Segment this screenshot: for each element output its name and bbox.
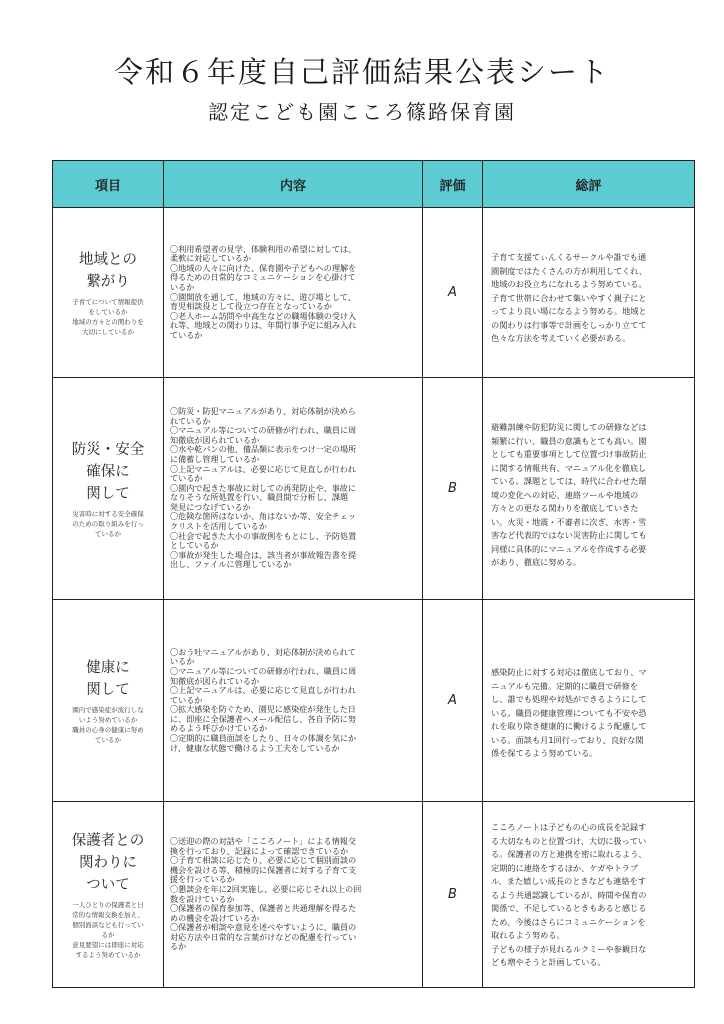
- content-line: いるか: [170, 281, 195, 292]
- content-cell: [164, 600, 423, 802]
- page-title: 令和６年度自己評価結果公表シート: [113, 55, 610, 89]
- summary-line: 感染防止に対する対応は徹底しており、マ: [491, 667, 647, 678]
- summary-line: 関係で、不足しているときもあると感じる: [491, 903, 647, 914]
- summary-line: 定期的に連絡をするほか、ケガやトラブ: [491, 862, 639, 873]
- item-note-line: 災害時に対する安全確保: [72, 509, 144, 518]
- summary-line: 境の変化への対応、連絡ツールや地域の: [491, 489, 639, 500]
- content-line: 〇懇談会を年に2回実施し、必要に応じそれ以上の回: [170, 883, 362, 894]
- summary-line: 頻繁に行い、職員の意識もとても高い。園: [491, 435, 647, 446]
- content-line: ているか: [170, 694, 203, 705]
- content-line: 機会を設ける等、積極的に保護者に対する子育て支: [170, 864, 357, 875]
- item-title-line: 繋がり: [86, 273, 130, 290]
- table-row: [53, 208, 695, 378]
- content-line: 〇送迎の際の対話や「こころノート」による情報交: [170, 835, 356, 846]
- summary-line: 園制度ではたくさんの方が利用してくれ、: [491, 265, 648, 276]
- rating-cell: B: [423, 802, 483, 988]
- item-note-line: するよう努めているか: [75, 950, 141, 959]
- rating-cell: B: [423, 378, 483, 600]
- content-line: 対応方法や日常的な言葉がけなどの配慮を行ってい: [170, 931, 357, 942]
- summary-line: ため、今後はさらにコミュニケーションを: [491, 916, 646, 927]
- column-header-item: 項目: [53, 161, 164, 208]
- item-note-line: 職員の心身の健康に努め: [72, 725, 144, 734]
- page-subtitle: 認定こども園こころ篠路保育園: [208, 100, 516, 124]
- summary-line: こころノートは子どもの心の成長を記録す: [491, 822, 647, 833]
- summary-line: に関する情報共有、マニュアル化を徹底し: [491, 462, 647, 473]
- content-line: 〇拡大感染を防ぐため、園児に感染症が発生した日: [170, 704, 356, 715]
- summary-line: 係を保てるよう努めている。: [491, 748, 598, 759]
- content-line: 〇マニュアル等についての研修が行われ、職員に周: [170, 665, 357, 676]
- summary-line: の関わりは行事等で計画をしっかり立てて: [491, 319, 647, 330]
- item-note: [56, 900, 160, 960]
- summary-line: 色々な方法を考えていく必要がある。: [491, 333, 631, 344]
- column-header-summary: 総評: [483, 161, 695, 208]
- item-cell: [53, 802, 164, 988]
- content-line: 援を行っているか: [170, 874, 235, 885]
- summary-line: ル、また嬉しい成長のときなども連絡をす: [491, 876, 646, 887]
- content-line: 〇危険な箇所はないか、角はないか等、安全チェッ: [170, 511, 356, 522]
- content-line: 〇保護者が相談や意見を述べやすいように、職員の: [170, 922, 357, 933]
- column-header-rating: 評価: [423, 161, 483, 208]
- content-line: 〇防災・防犯マニュアルがあり、対応体制が決めら: [170, 405, 356, 416]
- summary-cell: [483, 208, 695, 378]
- item-note-line: 常的な情報交換を加え、: [72, 910, 144, 919]
- content-line: 〇マニュアル等についての研修が行われ、職員に周: [170, 425, 357, 436]
- item-title-line: 健康に: [86, 659, 130, 676]
- item-title-line: 関わりに: [79, 854, 137, 871]
- content-cell: [164, 378, 423, 600]
- summary-line: いる。職員の健康管理についても不安や恐: [491, 707, 647, 718]
- item-note-line: 意見要望には即座に対応: [72, 940, 144, 949]
- summary-line: れを取り除き健康的に働けるよう配慮して: [491, 721, 647, 732]
- evaluation-table: [52, 160, 695, 988]
- content-line: 換を行っており、記録によって確認できているか: [170, 845, 349, 856]
- content-line: 出し、ファイルに管理しているか: [170, 559, 292, 570]
- summary-line: 避難訓練や防犯防災に関しての研修などは: [491, 422, 647, 433]
- content-line: 発見につなげているか: [170, 501, 251, 512]
- item-note: [56, 509, 160, 539]
- content-line: めの機会を設けているか: [170, 912, 260, 923]
- rating-cell: A: [423, 208, 483, 378]
- table-header-row: [53, 161, 695, 208]
- item-note-line: いよう努めているか: [78, 715, 138, 724]
- summary-line: 方々との更なる関わりを徹底していきた: [491, 503, 639, 514]
- item-title-line: 防災・安全: [71, 441, 145, 458]
- content-line: 〇保護者の保育参加等、保護者と共通理解を得るた: [170, 903, 357, 914]
- summary-line: ども増やそうと計画している。: [491, 957, 606, 968]
- item-note: [56, 705, 160, 745]
- summary-line: 害など代表的ではない災害防止に関しても: [491, 530, 647, 541]
- summary-line: としても重要事項として位置づけ事故防止: [491, 449, 647, 460]
- item-note-line: 子育てについて情報提供: [72, 297, 144, 306]
- item-note-line: をしているか: [88, 307, 128, 316]
- content-line: めるよう呼びかけているか: [170, 723, 268, 734]
- content-line: ているか: [170, 329, 203, 340]
- item-note-line: 一人ひとりの保護者と日: [72, 900, 144, 909]
- rating-cell: A: [423, 600, 483, 802]
- summary-line: るよう共通認識しているが、時間や保育の: [491, 889, 647, 900]
- content-line: 〇老人ホーム訪問や中高生などの職場体験の受け入: [170, 310, 357, 321]
- content-line: れ等、地域との関わりは、年間行事予定に組み入れ: [170, 320, 357, 331]
- content-line: るか: [170, 941, 187, 952]
- item-title-line: 保護者との: [71, 832, 145, 849]
- item-cell: [53, 378, 164, 600]
- content-line: いるか: [170, 656, 195, 667]
- summary-line: る大切なものと位置づけ、大切に扱ってい: [491, 835, 647, 846]
- summary-line: ってより良い場になるよう努める。地域と: [491, 306, 647, 317]
- content-line: れているか: [170, 415, 211, 426]
- content-line: 〇子育て相談に応じたり、必要に応じて個別面談の: [170, 855, 357, 866]
- summary-line: 子育て支援てぃんくるサークルや誰でも通: [491, 252, 647, 263]
- summary-line: 地域のお役立ちになれるよう努めている。: [491, 279, 647, 290]
- content-line: に備蓄し管理しているか: [170, 453, 260, 464]
- item-note-line: 地域の方々との関わりを: [72, 317, 144, 326]
- summary-line: し、誰でも処理や対処ができるようにして: [491, 694, 647, 705]
- content-line: 知徹底が図られているか: [170, 434, 260, 445]
- item-note-line: ているか: [95, 735, 121, 744]
- item-title-line: 確保に: [86, 463, 130, 480]
- item-title-line: 関して: [86, 485, 130, 502]
- summary-line: 子育て世帯に合わせて集いやすく親子にと: [491, 292, 647, 303]
- summary-line: ている。課題としては、時代に合わせた環: [491, 476, 647, 487]
- content-line: 〇おう吐マニュアルがあり、対応体制が決められて: [170, 646, 356, 657]
- item-title-line: 地域との: [79, 251, 137, 268]
- item-title-line: ついて: [86, 876, 130, 893]
- content-line: 〇園内で起きた事故に対しての再発防止や、事故に: [170, 482, 356, 493]
- summary-line: 取れるよう努める。: [491, 930, 565, 941]
- item-note-line: るか: [101, 930, 115, 939]
- content-line: 育児相談役として役立つ存在となっているか: [170, 301, 332, 312]
- item-note-line: のための取り組みを行っ: [72, 519, 144, 528]
- content-line: 〇園開放を通して、地域の方々に、遊び場として、: [170, 291, 356, 302]
- item-note-line: ているか: [95, 529, 121, 538]
- item-note-line: 大切にしているか: [82, 327, 134, 336]
- summary-line: いる。面談も月1回行っており、良好な関: [491, 734, 644, 745]
- item-cell: [53, 600, 164, 802]
- summary-line: る。保護者の方と連携を密に取れるよう、: [491, 849, 647, 860]
- content-line: としているか: [170, 540, 219, 551]
- item-title-line: 関して: [86, 681, 130, 698]
- summary-line: 同様に具体的にマニュアルを作成する必要: [491, 543, 647, 554]
- summary-line: い。火災・地震・不審者に次ぎ、水害・雪: [491, 516, 647, 527]
- table-row: [53, 600, 695, 802]
- summary-cell: [483, 600, 695, 802]
- content-line: クリストを活用しているか: [170, 521, 267, 532]
- content-cell: [164, 208, 423, 378]
- content-line: に、即座に全保護者へメール配信し、各自予防に努: [170, 713, 356, 724]
- item-note-line: 園内で感染症が流行しな: [72, 705, 144, 714]
- content-line: 〇上記マニュアルは、必要に応じて見直しが行われ: [170, 685, 356, 696]
- table-row: [53, 378, 695, 600]
- content-line: け、健康な状態で働けるよう工夫をしているか: [170, 742, 340, 753]
- content-line: 〇利用希望者の見学、体験利用の希望に対しては、: [170, 243, 357, 254]
- content-line: 〇地域の人々に向けた、保育園や子どもへの理解を: [170, 262, 357, 273]
- content-line: 得るための日常的なコミュニケーションを心掛けて: [170, 272, 356, 283]
- item-note: [56, 297, 160, 337]
- summary-line: 子どもの様子が見れるルクミーや参観日な: [491, 943, 647, 954]
- summary-line: ニュアルも完備。定期的に職員で研修を: [491, 680, 639, 691]
- content-line: 〇定期的に職員面談をしたり、日々の体調を気にか: [170, 733, 357, 744]
- table-row: [53, 802, 695, 988]
- column-header-content: 内容: [164, 161, 423, 208]
- content-line: ているか: [170, 473, 203, 484]
- content-line: 柔軟に対応しているか: [170, 253, 251, 264]
- content-line: 〇上記マニュアルは、必要に応じて見直しが行われ: [170, 463, 356, 474]
- content-line: 〇社会で起きた大小の事故例をもとにし、予防処置: [170, 530, 357, 541]
- content-line: なりそうな所処置を行い、職員間で分析し、課題: [170, 492, 349, 503]
- content-line: 数を設けているか: [170, 893, 235, 904]
- summary-line: があり、徹底に努める。: [491, 557, 582, 568]
- item-cell: [53, 208, 164, 378]
- content-cell: [164, 802, 423, 988]
- summary-cell: [483, 378, 695, 600]
- summary-cell: [483, 802, 695, 988]
- content-line: 知徹底が図られているか: [170, 675, 260, 686]
- content-line: 〇事故が発生した場合は、該当者が事故報告書を提: [170, 549, 357, 560]
- content-line: 〇水や乾パンの他、備品類に表示をつけ一定の場所: [170, 444, 357, 455]
- item-note-line: 個別面談なども行ってい: [72, 920, 144, 929]
